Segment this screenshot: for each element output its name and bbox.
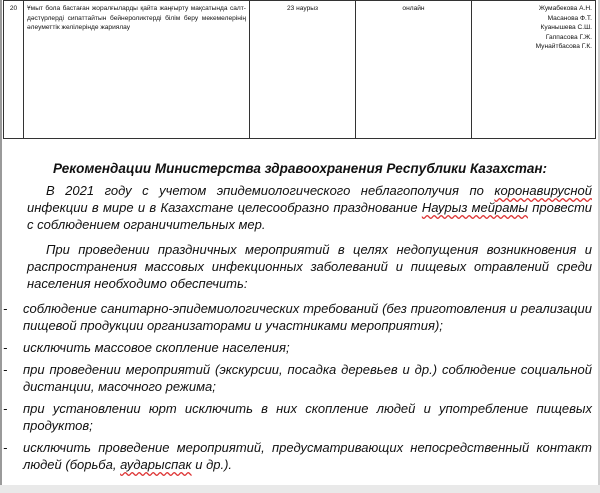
list-item — [0, 361, 600, 395]
list-item-text: при установлении юрт исключить в них скопление людей и употребление пищевых продуктов; — [23, 401, 592, 433]
responsible-person: Масанова Ф.Т. — [547, 14, 592, 22]
paragraph-intro — [0, 182, 600, 233]
bullet-dash: - — [3, 440, 8, 455]
table-row — [4, 1, 596, 139]
list-item-text-part: исключить проведение мероприятий, предусматривающих непосредственный контакт людей (борьба, — [23, 440, 592, 472]
event-plan-table — [3, 0, 596, 139]
paragraph-text: инфекции в мире и в Казахстане целесообразно празднование — [27, 200, 422, 215]
bullet-dash: - — [3, 301, 8, 316]
list-item — [0, 339, 600, 356]
event-date: 23 наурыз — [250, 1, 356, 139]
paragraph-text: провести с соблюдением ограничительных мер. — [27, 200, 593, 232]
bullet-dash: - — [3, 340, 8, 355]
list-item — [0, 400, 600, 434]
recommendations-title: Рекомендации Министерства здравоохранения Республики Казахстан: — [52, 161, 548, 176]
event-format: онлайн — [356, 1, 472, 139]
misspelled-term: аударыспак — [120, 457, 192, 472]
misspelled-term: Наурыз мейрамы — [421, 200, 528, 215]
responsible-person: Гаппасова Г.Ж. — [545, 33, 592, 41]
paragraph-text: В 2021 году с учетом эпидемиологического неблагополучия по — [46, 183, 495, 198]
row-number: 20 — [4, 1, 24, 139]
bullet-dash: - — [3, 362, 8, 377]
list-item-text: при проведении мероприятий (экскурсии, посадка деревьев и др.) соблюдение социальной дистанции, масочного режима; — [23, 362, 592, 394]
list-item-text-part: и др.). — [191, 457, 233, 472]
list-item — [0, 300, 600, 334]
event-description: Ұмыт бола бастаған жоралғыларды қайта жаңғырту мақсатында салт-дәстүрлерді сипаттайтын бейнероликтерді білім беру мекемелерінің әлеуметтік желілерінде жариялау — [24, 1, 250, 139]
responsible-person: Куанышева С.Ш. — [540, 24, 592, 32]
responsible-person: Жумабекова А.Н. — [538, 5, 592, 12]
recommendations-section — [0, 160, 600, 478]
list-item-text: исключить массовое скопление населения; — [23, 340, 290, 355]
misspelled-term: коронавирусной — [494, 183, 592, 198]
paragraph-measures: При проведении праздничных мероприятий в целях недопущения возникновения и распространения массовых инфекционных заболеваний и пищевых отравлений среди населения необходимо обеспечить: — [27, 242, 592, 291]
list-item-text: соблюдение санитарно-эпидемиологических требований (без приготовления и реализации пищевой продукции организаторами и участниками мероприятия); — [23, 301, 592, 333]
responsible-persons — [472, 1, 596, 139]
list-item-text — [23, 439, 592, 473]
list-item — [0, 439, 600, 473]
responsible-person: Мунайтбасова Г.К. — [535, 43, 592, 51]
page-bottom-margin — [0, 485, 600, 493]
bullet-dash: - — [3, 401, 8, 416]
